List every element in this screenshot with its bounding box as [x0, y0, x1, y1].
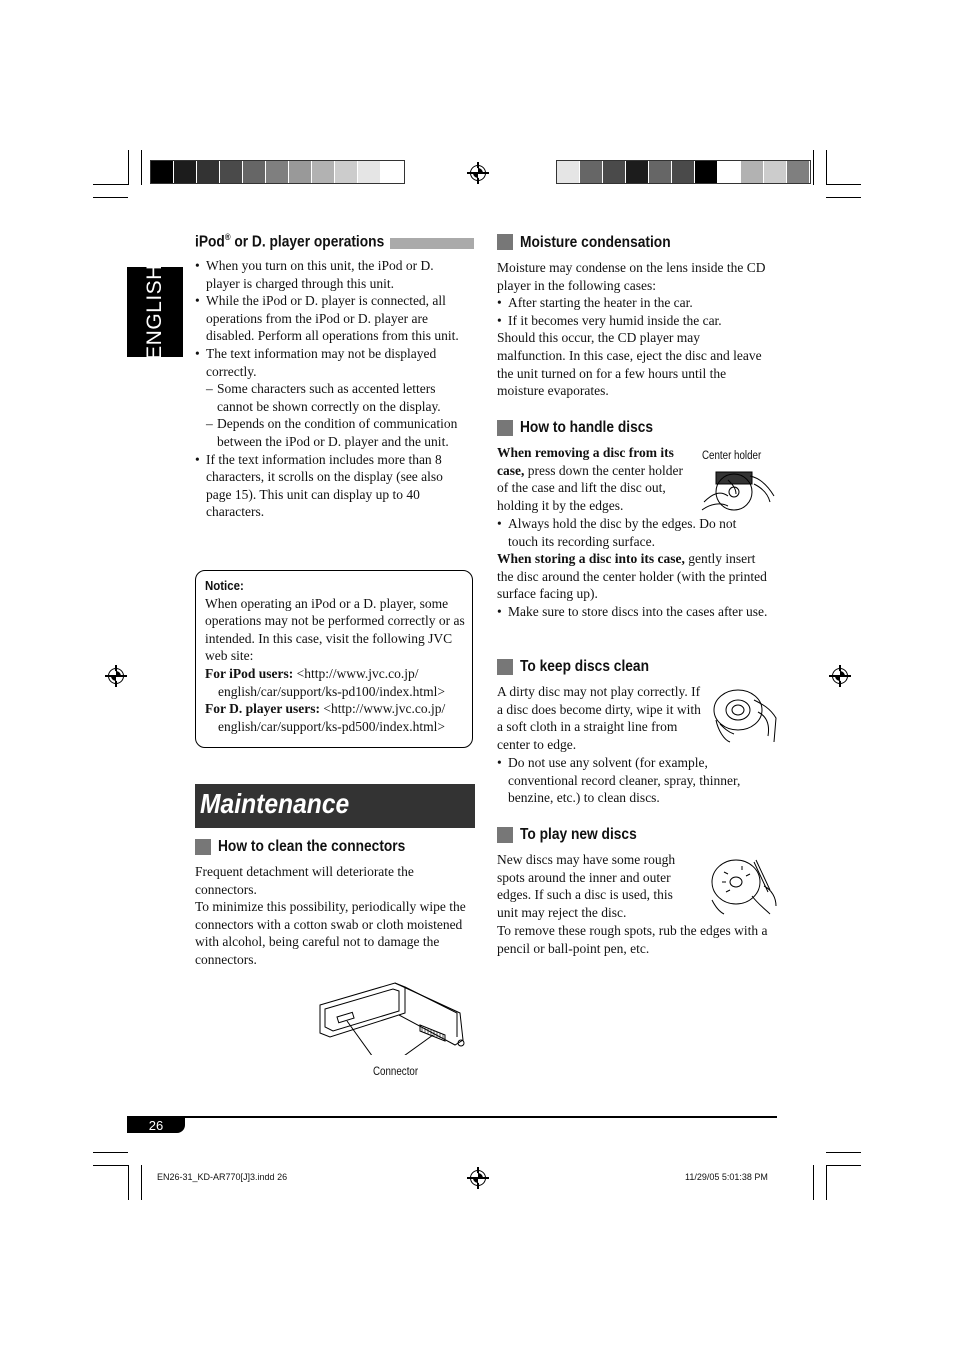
color-swatch [243, 161, 266, 183]
color-swatch [312, 161, 335, 183]
language-tab-label: ENGLISH [143, 264, 166, 360]
registration-mark-top-icon [470, 165, 486, 181]
notice-title: Notice: [205, 578, 244, 593]
heading-square-icon [497, 234, 513, 250]
connector-caption: Connector [373, 1066, 419, 1078]
registration-mark-right-icon [832, 668, 848, 684]
color-swatch [626, 161, 649, 183]
registration-mark-left-icon [108, 668, 124, 684]
notice-ipod-link[interactable]: For iPod users: <http://www.jvc.co.jp/ [205, 665, 419, 681]
center-holder-caption: Center holder [702, 450, 762, 462]
maintenance-title: Maintenance [200, 788, 350, 819]
notice-dplayer-url[interactable]: english/car/support/ks-pd500/index.html> [218, 718, 445, 734]
color-swatch [197, 161, 220, 183]
list-item: • If the text information includes more than 8 characters, it scrolls on the display (see also page 15). This unit can display up to 40 characters. [195, 451, 465, 521]
new-discs-heading: To play new discs [520, 826, 637, 843]
keep-clean-text-b [497, 754, 769, 807]
new-discs-text-a: New discs may have some rough spots around the inner and outer edges. If such a disc is used, this unit may reject the disc. [497, 852, 676, 920]
notice-ipod-url[interactable]: english/car/support/ks-pd100/index.html> [218, 683, 445, 699]
list-item: • Always hold the disc by the edges. Do not touch its recording surface. [497, 515, 769, 550]
list-item: • While the iPod or D. player is connected, all operations from the iPod or D. player are disabled. Perform all operations from this unit. [195, 292, 465, 345]
ipod-heading: iPod® or D. player operations [195, 232, 385, 251]
color-swatch [358, 161, 381, 183]
heading-square-icon [195, 839, 211, 855]
list-item: • Do not use any solvent (for example, conventional record cleaner, spray, thinner, benzine, etc.) to clean discs. [497, 754, 769, 807]
color-swatch [603, 161, 626, 183]
color-swatch [289, 161, 312, 183]
color-swatch [174, 161, 197, 183]
heading-square-icon [497, 659, 513, 675]
disc-wiping-illustration [708, 684, 780, 746]
heading-square-icon [497, 827, 513, 843]
disc-pencil-illustration [706, 852, 780, 916]
new-discs-text-b: To remove these rough spots, rub the edges with a pencil or ball-point pen, etc. [497, 923, 768, 956]
handle-discs-heading: How to handle discs [520, 419, 654, 436]
keep-clean-heading: To keep discs clean [520, 658, 649, 675]
file-slug: EN26-31_KD-AR770[J]3.indd 26 [157, 1172, 288, 1182]
heading-square-icon [497, 420, 513, 436]
moisture-heading: Moisture condensation [520, 234, 671, 251]
color-bar-left [150, 160, 405, 184]
color-swatch [220, 161, 243, 183]
list-subitem: – Depends on the condition of communication between the iPod or D. player and the unit. [195, 415, 465, 450]
list-item: • When you turn on this unit, the iPod or D. player is charged through this unit. [195, 257, 465, 292]
keep-clean-text-a: A dirty disc may not play correctly. If a disc does become dirty, wipe it with a soft cloth in a straight line from center to edge. [497, 684, 701, 752]
color-swatch [764, 161, 787, 183]
color-swatch [672, 161, 695, 183]
maintenance-title-bar [195, 784, 475, 828]
notice-content [205, 577, 469, 735]
disc-case-hand-illustration [698, 462, 778, 522]
color-swatch [381, 161, 404, 183]
timestamp-slug: 11/29/05 5:01:38 PM [685, 1172, 768, 1182]
page-number: 26 [127, 1118, 185, 1133]
connectors-text: Frequent detachment will deteriorate the connectors. To minimize this possibility, periodically wipe the connectors with a cotton swab or cloth moistened with alcohol, being careful not to damage the connectors. [195, 864, 466, 967]
color-swatch [335, 161, 358, 183]
color-swatch [741, 161, 764, 183]
color-swatch [695, 161, 718, 183]
language-tab [127, 264, 183, 360]
moisture-text: Moisture may condense on the lens inside the CD player in the following cases: • After starting the heater in the car. • If it becomes very humid inside the car. Should this occur, the CD player may malfunction. In this case, eject the disc and leave the unit turned on for a few hours until the moisture evaporates. [497, 259, 767, 400]
ipod-bullet-list [195, 257, 465, 521]
color-swatch [580, 161, 603, 183]
connectors-heading: How to clean the connectors [218, 838, 406, 855]
color-swatch [557, 161, 580, 183]
faceplate-illustration [315, 975, 470, 1055]
notice-box [195, 570, 473, 748]
list-item: • The text information may not be displayed correctly. [195, 345, 465, 380]
list-item: • Make sure to store discs into the cases after use. [497, 603, 769, 621]
color-swatch [718, 161, 741, 183]
color-swatch [649, 161, 672, 183]
heading-rule [390, 238, 474, 249]
footer-rule [127, 1116, 777, 1118]
notice-dplayer-link[interactable]: For D. player users: <http://www.jvc.co.jp/ [205, 701, 446, 717]
list-item: • After starting the heater in the car. [497, 294, 767, 312]
handle-discs-text-a: When removing a disc from its case, press down the center holder of the case and lift the disc out, holding it by the edges. [497, 445, 683, 513]
notice-body: When operating an iPod or a D. player, some operations may not be performed correctly or as intended. In this case, visit the following JVC web site: [205, 595, 465, 664]
color-swatch [266, 161, 289, 183]
handle-discs-text-b: • Always hold the disc by the edges. Do not touch its recording surface. When storing a disc into its case, gently insert the disc around the center holder (with the printed surface facing up). • Make sure to store discs into the cases after use. [497, 515, 769, 621]
list-item: • If it becomes very humid inside the car. [497, 312, 767, 330]
color-swatch [787, 161, 810, 183]
color-swatch [151, 161, 174, 183]
registration-mark-bottom-icon [470, 1170, 486, 1186]
list-subitem: – Some characters such as accented letters cannot be shown correctly on the display. [195, 380, 465, 415]
color-bar-right [556, 160, 811, 184]
